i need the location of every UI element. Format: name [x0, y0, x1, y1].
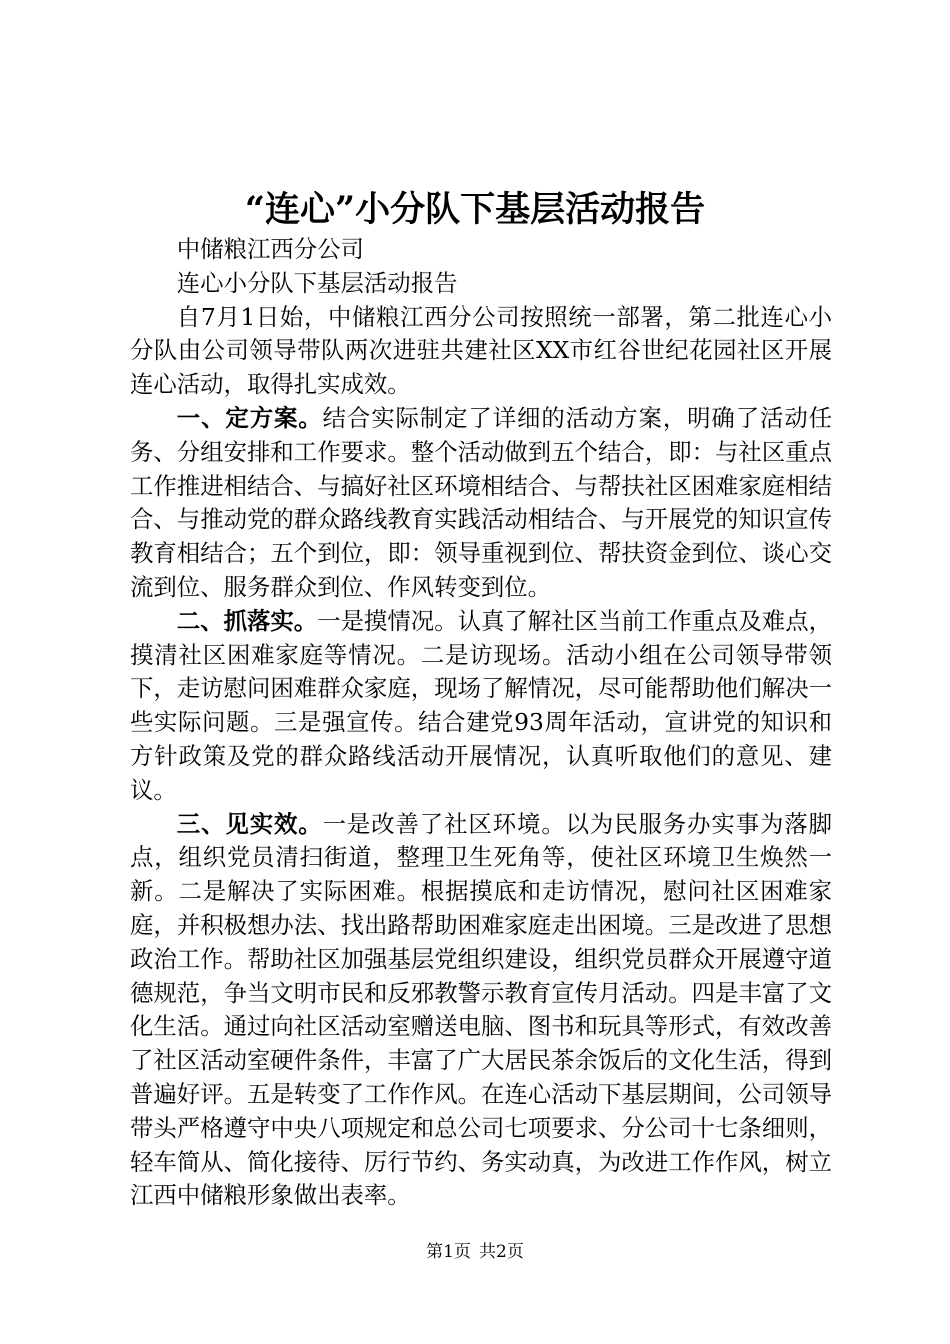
intro-line-report-name: 连心小分队下基层活动报告	[176, 268, 458, 297]
document-body	[130, 233, 832, 1213]
section-paragraph	[130, 808, 832, 1214]
document-title: “连心”小分队下基层活动报告	[244, 189, 706, 230]
section-text: 一是改善了社区环境。以为民服务办实事为落脚点，组织党员清扫街道，整理卫生死角等，使社区环境卫生焕然一新。二是解决了实际困难。根据摸底和走访情况，慰问社区困难家庭，并积极想办法、找出路帮助困难家庭走出困境。三是改进了思想政治工作。帮助社区加强基层党组织建设，组织党员群众开展遵守道德规范，争当文明市民和反邪教警示教育宣传月活动。四是丰富了文化生活。通过向社区活动室赠送电脑、图书和玩具等形式，有效改善了社区活动室硬件条件，丰富了广大居民茶余饭后的文化生活，得到普遍好评。五是转变了工作作风。在连心活动下基层期间，公司领导带头严格遵守中央八项规定和总公司七项要求、分公司十七条细则，轻车简从、简化接待、厉行节约、务实动真，为改进工作作风，树立江西中储粮形象做出表率。	[130, 809, 833, 1210]
page-total: 共2页	[479, 1242, 524, 1262]
intro-line-company: 中储粮江西分公司	[176, 235, 364, 263]
page-number: 第1页	[426, 1242, 471, 1262]
section-paragraph	[130, 402, 832, 605]
section-heading: 三、见实效。	[176, 809, 323, 838]
section-heading: 二、抓落实。	[176, 606, 318, 635]
section-text: 一是摸情况。认真了解社区当前工作重点及难点，摸清社区困难家庭等情况。二是访现场。活动小组在公司领导带领下，走访慰问困难群众家庭，现场了解情况，尽可能帮助他们解决一些实际问题。三是强宣传。结合建党93周年活动，宣讲党的知识和方针政策及党的群众路线活动开展情况，认真听取他们的意见、建议。	[130, 606, 833, 804]
section-text: 结合实际制定了详细的活动方案，明确了活动任务、分组安排和工作要求。整个活动做到五个结合，即：与社区重点工作推进相结合、与搞好社区环境相结合、与帮扶社区困难家庭相结合、与推动党的群众路线教育实践活动相结合、与开展党的知识宣传教育相结合；五个到位，即：领导重视到位、帮扶资金到位、谈心交流到位、服务群众到位、作风转变到位。	[130, 403, 833, 601]
opening-paragraph: 自7月1日始，中储粮江西分公司按照统一部署，第二批连心小分队由公司领导带队两次进驻共建社区XX市红谷世纪花园社区开展连心活动，取得扎实成效。	[130, 302, 832, 399]
section-heading: 一、定方案。	[176, 403, 323, 432]
section-paragraph	[130, 605, 832, 808]
page-footer	[0, 1240, 950, 1264]
